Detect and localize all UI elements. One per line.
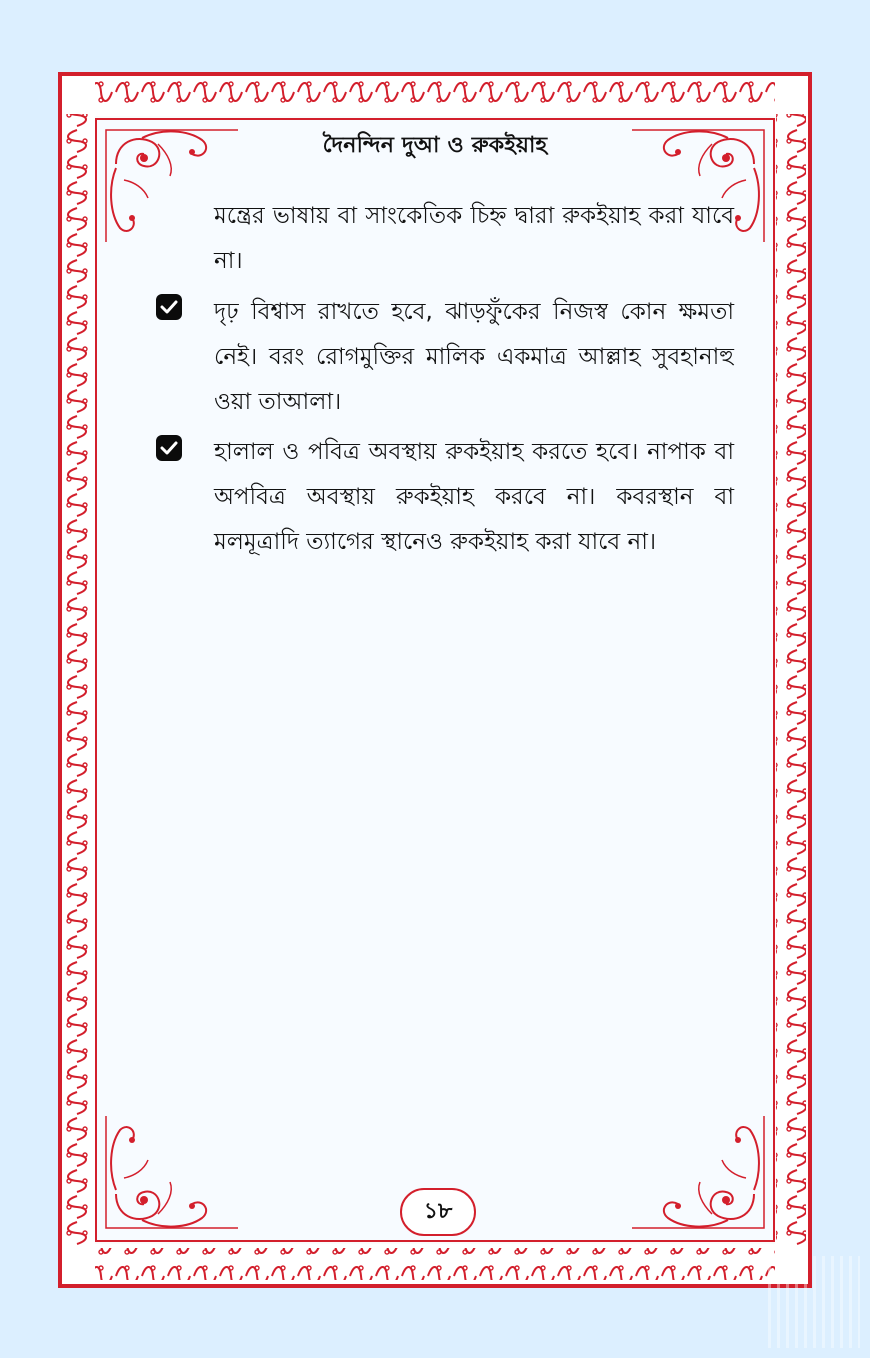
checkbox-checked-icon bbox=[156, 435, 182, 461]
paragraph-3: হালাল ও পবিত্র অবস্থায় রুকইয়াহ করতে হবে। নাপাক বা অপবিত্র অবস্থায় রুকইয়াহ করবে না। কবরস্থান বা মলমূত্রাদি ত্যাগের স্থানেও রুকইয়াহ করা যাবে না। bbox=[214, 439, 742, 555]
page-content bbox=[62, 76, 808, 1284]
scan-artifact bbox=[768, 1256, 860, 1348]
page-header-title: দৈনন্দিন দুআ ও রুকইয়াহ bbox=[322, 133, 548, 158]
book-page bbox=[58, 72, 812, 1288]
paragraph-1: মন্ত্রের ভাষায় বা সাংকেতিক চিহ্ন দ্বারা রুকইয়াহ করা যাবে না। bbox=[214, 203, 742, 274]
page-number-badge: ১৮ bbox=[400, 1188, 476, 1236]
checkbox-checked-icon bbox=[156, 294, 182, 320]
paragraph-2: দৃঢ় বিশ্বাস রাখতে হবে, ঝাড়ফুঁকের নিজস্ব কোন ক্ষমতা নেই। বরং রোগমুক্তির মালিক একমাত্র আল্লাহ সুবহানাহু ওয়া তাআলা। bbox=[214, 299, 742, 415]
